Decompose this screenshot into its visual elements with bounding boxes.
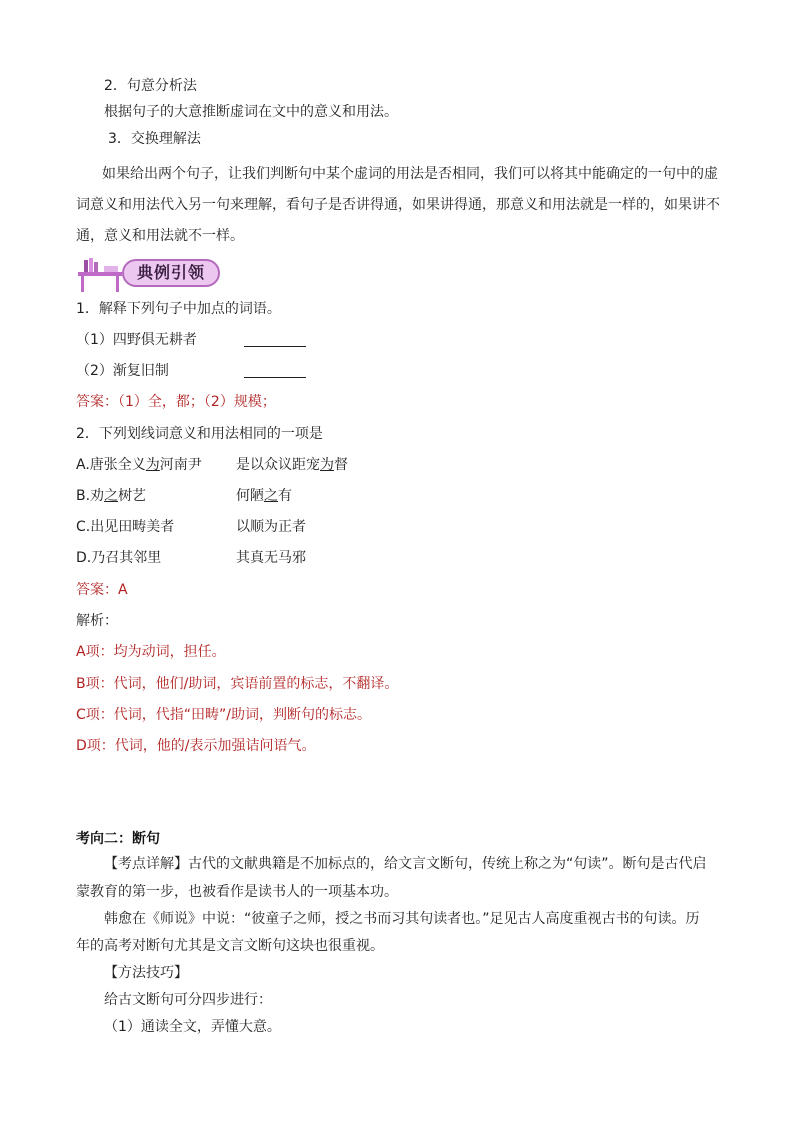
q2-analysis-b: B项：代词，他们/助词，宾语前置的标志，不翻译。 [76, 676, 399, 692]
q2-option-b-left [76, 486, 146, 506]
q2-option-b-left-pre: B.劝 [76, 488, 105, 504]
q1-item-1: （1）四野俱无耕者 [76, 332, 197, 348]
q2-stem: 2．下列划线词意义和用法相同的一项是 [76, 426, 323, 442]
q2-option-a-left-post: 河南尹 [159, 457, 202, 473]
q2-analysis-label: 解析： [76, 613, 118, 629]
q1-item-1-blank [244, 346, 306, 347]
section2-tips-intro: 给古文断句可分四步进行： [104, 992, 272, 1008]
section2-p1-line-2: 蒙教育的第一步，也被看作是读书人的一项基本功。 [76, 884, 398, 900]
examples-banner [76, 254, 226, 294]
q2-option-b-right [236, 486, 292, 506]
q2-option-b-right-pre: 何陋 [236, 488, 264, 504]
q2-option-d-left: D.乃召其邻里 [76, 550, 162, 566]
section2-tips-heading: 【方法技巧】 [104, 965, 188, 981]
q2-option-c-right: 以顺为正者 [236, 519, 306, 535]
q1-answer: 答案：（1）全，都；（2）规模； [76, 394, 276, 410]
q2-option-a-right-pre: 是以众议距宠 [236, 457, 320, 473]
method3-heading: 3．交换理解法 [108, 131, 201, 147]
q2-option-b-left-post: 树艺 [118, 488, 147, 504]
q2-option-b-right-underlined: 之 [264, 488, 278, 504]
section2-p1-line-1: 【考点详解】古代的文献典籍是不加标点的，给文言文断句，传统上称之为“句读”。断句是古代启 [104, 856, 707, 872]
method3-paragraph-line-1: 如果给出两个句子，让我们判断句中某个虚词的用法是否相同，我们可以将其中能确定的一句中的虚 [102, 166, 718, 182]
q2-option-b-right-post: 有 [278, 488, 292, 504]
method3-paragraph-line-2: 词意义和用法代入另一句来理解，看句子是否讲得通，如果讲得通，那意义和用法就是一样的，如果讲不 [76, 197, 720, 213]
q2-option-a-left [76, 455, 202, 475]
q2-option-a-right [236, 455, 348, 475]
q1-item-2-blank [244, 377, 306, 378]
banner-title: 典例引领 [122, 259, 220, 287]
q2-analysis-d: D项：代词，他的/表示加强诘问语气。 [76, 738, 316, 754]
q2-option-a-left-underlined: 为 [145, 457, 160, 473]
q1-stem: 1．解释下列句子中加点的词语。 [76, 301, 281, 317]
method2-heading: 2．句意分析法 [104, 78, 197, 94]
q1-item-2: （2）渐复旧制 [76, 363, 169, 379]
section2-title: 考向二：断句 [76, 831, 160, 847]
q2-option-a-right-post: 督 [334, 457, 348, 473]
q2-option-b-left-underlined: 之 [104, 488, 119, 504]
q2-option-a-left-pre: A.唐张全义 [76, 457, 146, 473]
q2-option-d-right: 其真无马邪 [236, 550, 306, 566]
desk-with-books-icon [76, 254, 126, 294]
section2-p2-line-1: 韩愈在《师说》中说：“彼童子之师，授之书而习其句读者也。”足见古人高度重视古书的句读。历 [104, 911, 700, 927]
q2-answer: 答案：A [76, 582, 128, 598]
section2-p2-line-2: 年的高考对断句尤其是文言文断句这块也很重视。 [76, 938, 384, 954]
method3-paragraph-line-3: 通，意义和用法就不一样。 [76, 228, 244, 244]
section2-step-1: （1）通读全文，弄懂大意。 [104, 1019, 281, 1035]
q2-analysis-c: C项：代词，代指“田畴”/助词，判断句的标志。 [76, 707, 371, 723]
q2-option-c-left: C.出见田畴美者 [76, 519, 175, 535]
method2-body: 根据句子的大意推断虚词在文中的意义和用法。 [104, 104, 398, 120]
q2-analysis-a: A项：均为动词，担任。 [76, 644, 226, 660]
q2-option-a-right-underlined: 为 [320, 457, 334, 473]
